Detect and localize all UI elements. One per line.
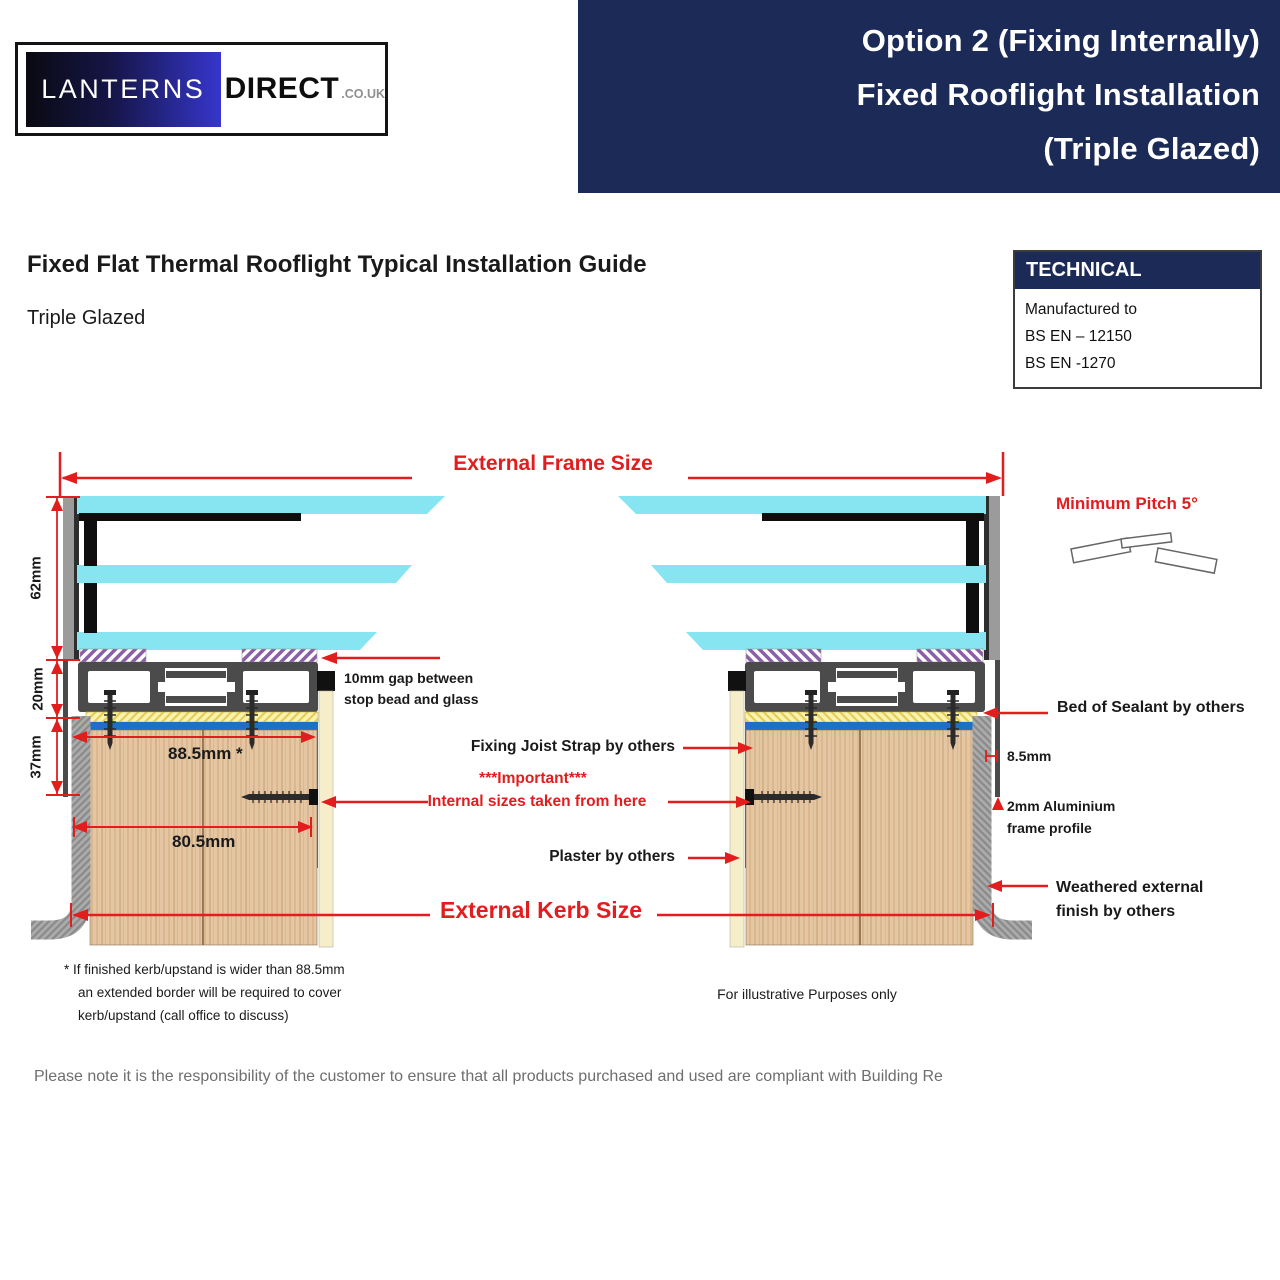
page-subtitle: Triple Glazed	[27, 307, 146, 329]
important-label: ***Important***	[479, 770, 587, 787]
rooflight-half-section	[31, 496, 445, 947]
dim-37-label: 37mm	[27, 735, 45, 779]
glazing-spacer-horizontal	[79, 513, 301, 521]
dim-885-label: 88.5mm *	[168, 744, 243, 763]
aluminium-skin	[63, 660, 68, 797]
sealant-bed	[86, 712, 318, 722]
footer-note: Please note it is the responsibility of the customer to ensure that all products purchased and used are compliant with Building Re	[34, 1068, 943, 1085]
kerb-footnote	[64, 958, 345, 1027]
technical-line-2: BS EN – 12150	[1025, 328, 1132, 345]
plasterboard-strip	[319, 691, 333, 947]
insulation-strip-1	[80, 649, 146, 662]
frame-size-arrow-left	[61, 472, 77, 484]
technical-line-3: BS EN -1270	[1025, 355, 1116, 372]
banner-line-1: Option 2 (Fixing Internally)	[861, 23, 1260, 58]
dim-805-label: 80.5mm	[172, 832, 236, 851]
glass-pane-bottom	[77, 632, 377, 650]
alu-pointer-arrow	[992, 797, 1004, 810]
frame-upright	[63, 496, 75, 660]
plaster-label: Plaster by others	[549, 848, 675, 865]
frame-size-label: External Frame Size	[453, 452, 653, 475]
logo-brand-primary: LANTERNS	[41, 73, 206, 104]
illustrative-label: For illustrative Purposes only	[717, 986, 897, 1002]
technical-line-1: Manufactured to	[1025, 301, 1138, 318]
footnote-line-1: * If finished kerb/upstand is wider than 88.5mm	[64, 962, 345, 977]
alu-profile-label: 2mm Aluminium frame profile	[1007, 798, 1116, 836]
insulation-strip-2	[242, 649, 317, 662]
logo-brand-secondary: DIRECT	[224, 72, 340, 105]
rooflight-half-section-mirrored	[618, 496, 1032, 947]
banner-line-3: (Triple Glazed)	[1043, 131, 1260, 166]
pitch-label: Minimum Pitch 5°	[1056, 494, 1198, 513]
joist-label: Fixing Joist Strap by others	[470, 738, 675, 755]
glazing-spacer-vertical-2	[84, 583, 97, 633]
glass-pane-top	[77, 496, 445, 514]
frame-size-arrow-right	[986, 472, 1002, 484]
sealant-label: Bed of Sealant by others	[1057, 699, 1245, 716]
dim-20-label: 20mm	[29, 667, 47, 711]
banner-line-2: Fixed Rooflight Installation	[856, 77, 1260, 112]
dim-85-label: 8.5mm	[1007, 748, 1052, 764]
internal-sizes-label: Internal sizes taken from here	[427, 793, 647, 810]
stop-bead	[317, 671, 335, 691]
gap-label: 10mm gap between stop bead and glass	[344, 670, 479, 707]
joist-strap-horizontal	[86, 722, 318, 730]
technical-heading: TECHNICAL	[1015, 252, 1260, 289]
logo-brand-suffix: .CO.UK	[341, 87, 385, 101]
aluminium-profile	[78, 662, 318, 712]
kerb-size-label: External Kerb Size	[440, 897, 642, 923]
footnote-line-2: an extended border will be required to cover	[78, 985, 342, 1000]
weathered-label: Weathered external finish by others	[1056, 879, 1204, 920]
glass-pane-middle	[77, 565, 412, 583]
footnote-line-3: kerb/upstand (call office to discuss)	[78, 1008, 289, 1023]
minimum-pitch-icon	[1071, 533, 1217, 573]
page-title: Fixed Flat Thermal Rooflight Typical Installation Guide	[27, 251, 647, 278]
dim-62-label: 62mm	[27, 556, 45, 600]
glazing-spacer-vertical-1	[84, 518, 97, 566]
